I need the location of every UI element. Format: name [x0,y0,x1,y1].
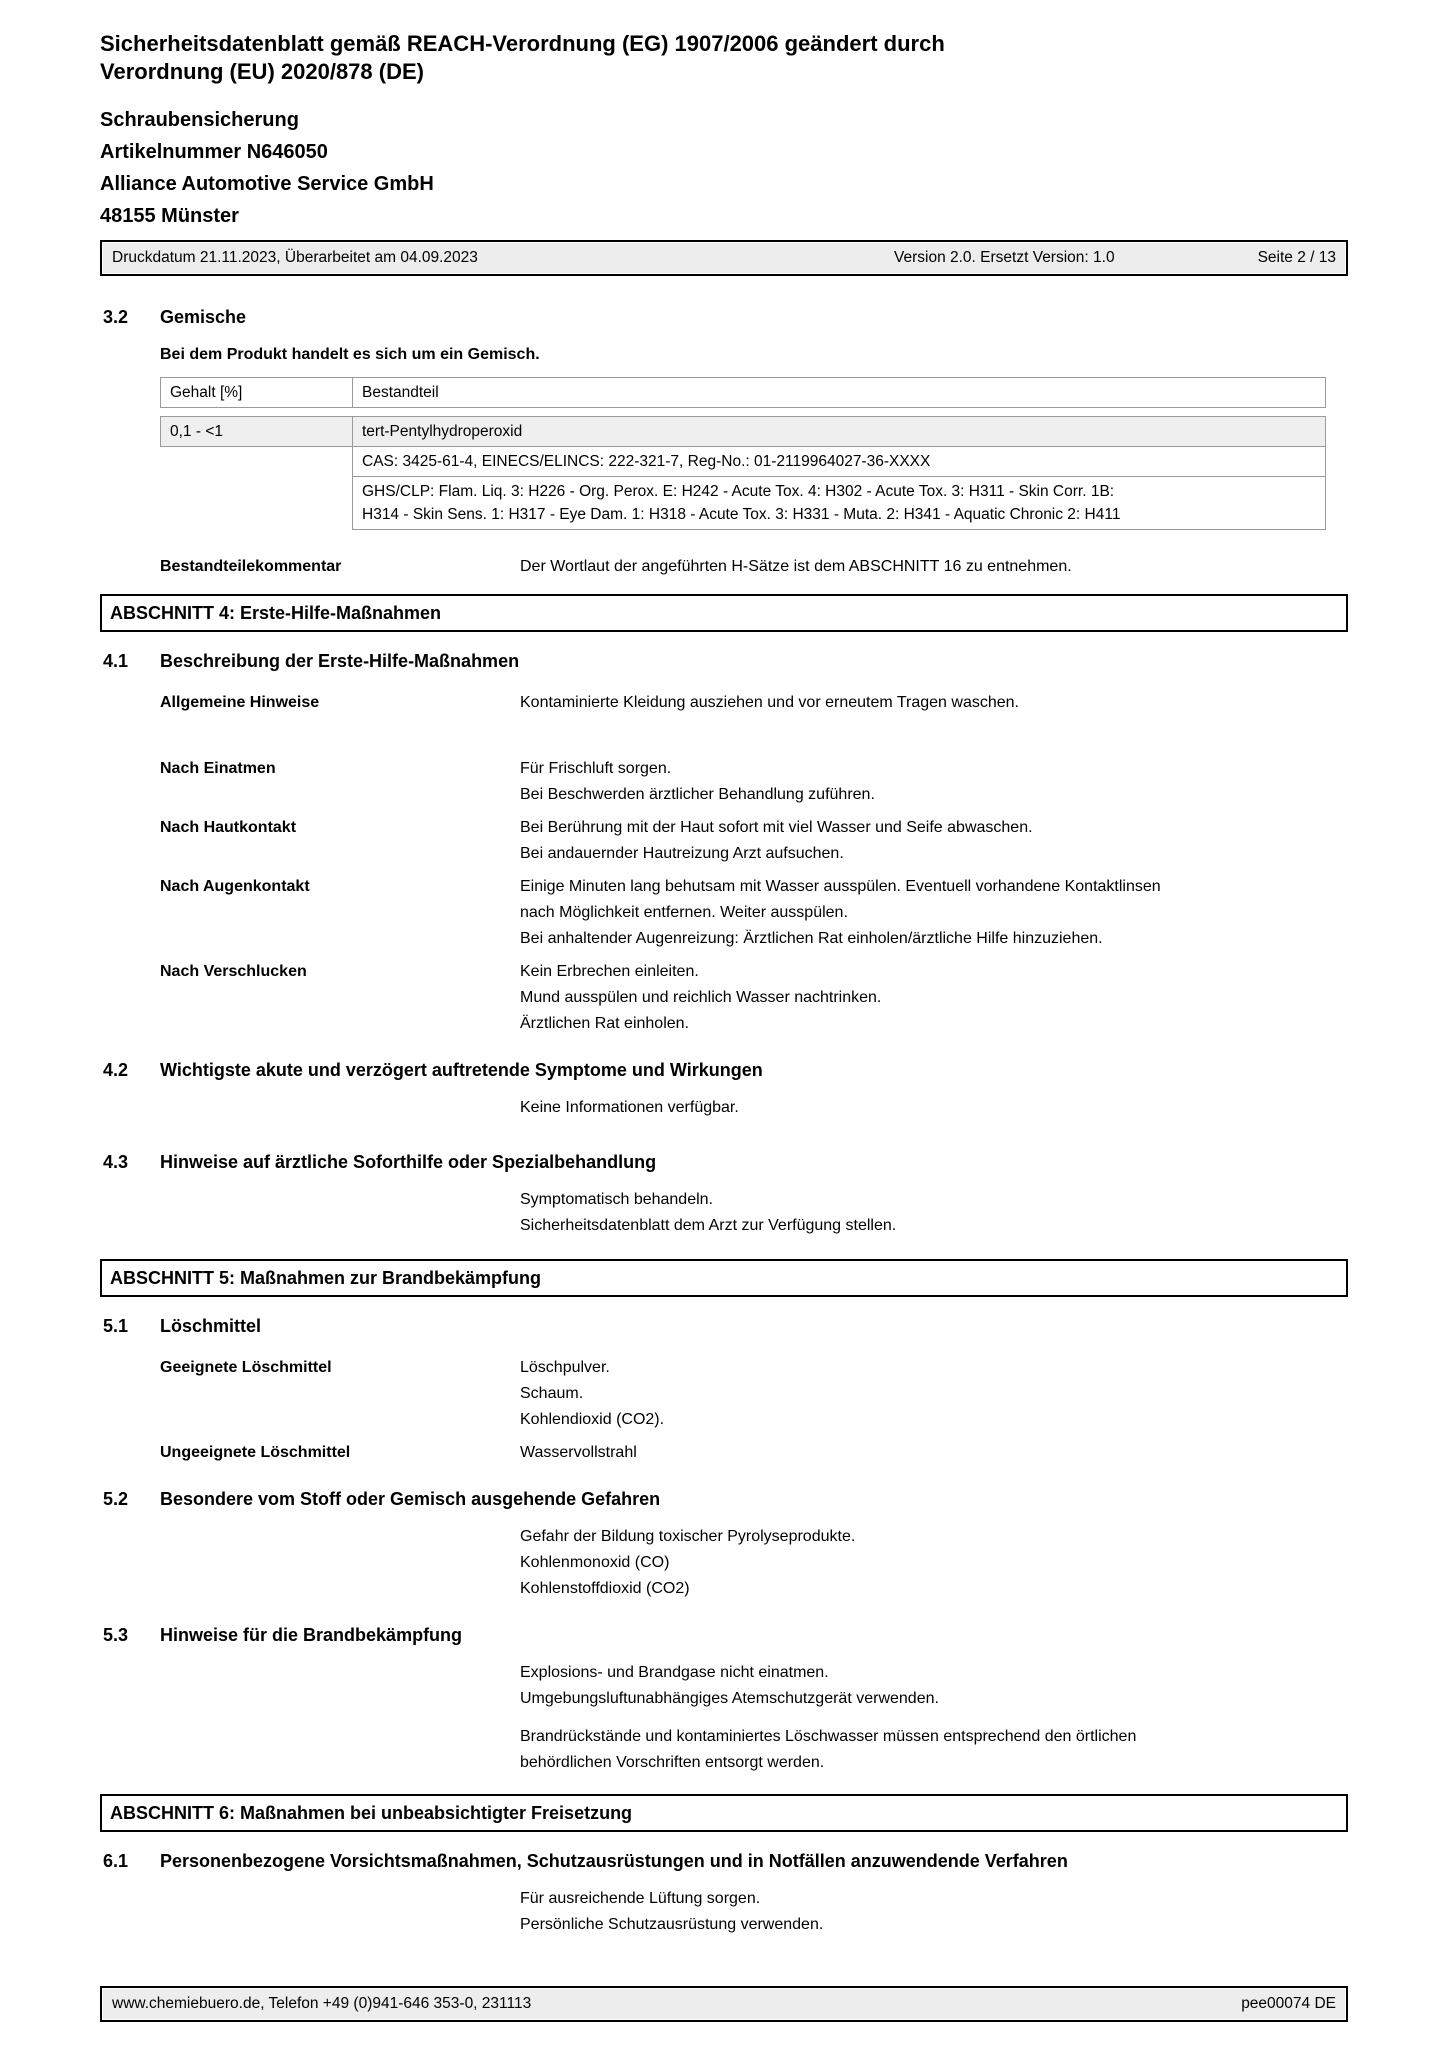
firstaid-ingestion-row [160,959,1348,1037]
field-value: Der Wortlaut der angeführten H-Sätze ist dem ABSCHNITT 16 zu entnehmen. [520,558,1072,575]
value-line: Einige Minuten lang behutsam mit Wasser ausspülen. Eventuell vorhandene Kontaktlinsen [520,878,1161,895]
section-4-2-heading [100,1057,1348,1083]
field-label: Nach Verschlucken [160,963,307,980]
section-number: 6.1 [103,1851,129,1871]
value-line: Brandrückstände und kontaminiertes Löschwasser müssen entsprechend den örtlichen [520,1728,1137,1745]
value-line: Löschpulver. [520,1359,610,1376]
component-name-cell: tert-Pentylhydroperoxid [353,417,1326,447]
unsuitable-extinguisher-row [160,1440,1348,1466]
section-number: 4.2 [103,1060,129,1080]
field-value [520,1440,1348,1466]
content-range-cell: 0,1 - <1 [161,417,353,447]
section-number: 4.3 [103,1152,129,1172]
value-line: Explosions- und Brandgase nicht einatmen. [520,1664,829,1681]
section-5-3-heading [100,1622,1348,1648]
cas-cell: CAS: 3425-61-4, EINECS/ELINCS: 222-321-7, Reg-No.: 01-2119964027-36-XXXX [353,447,1326,477]
section-4-3-text [520,1187,1348,1239]
section-5-2-text [520,1524,1348,1602]
section-5-2-heading [100,1486,1348,1512]
value-line: Gefahr der Bildung toxischer Pyrolyseprodukte. [520,1528,856,1545]
section-title: Gemische [160,307,247,327]
document-header [100,30,1348,228]
section-6-1-text [520,1886,1348,1938]
value-line: Bei anhaltender Augenreizung: Ärztlichen Rat einholen/ärztliche Hilfe hinzuziehen. [520,930,1103,947]
article-number: Artikelnummer N646050 [100,141,328,163]
ghs-row [161,477,1326,530]
meta-bar [100,240,1348,276]
field-value [520,959,1348,1037]
ghs-line-1: GHS/CLP: Flam. Liq. 3: H226 - Org. Perox. E: H242 - Acute Tox. 4: H302 - Acute Tox. 3: H311 - Skin Corr. 1B: [362,483,1115,500]
section-title: Hinweise für die Brandbekämpfung [160,1625,463,1645]
value-line: Kohlenstoffdioxid (CO2) [520,1580,690,1597]
col-header-bestandteil: Bestandteil [353,378,1326,408]
field-value [520,815,1348,867]
product-name: Schraubensicherung [100,109,299,131]
value-line: Kein Erbrechen einleiten. [520,963,699,980]
ghs-cell [353,477,1326,530]
footer-contact: www.chemiebuero.de, Telefon +49 (0)941-646 353-0, 231113 [112,1995,532,2012]
ghs-line-2: H314 - Skin Sens. 1: H317 - Eye Dam. 1: H318 - Acute Tox. 3: H331 - Muta. 2: H341 - Aquatic Chronic 2: H411 [362,506,1121,523]
value-line: Schaum. [520,1385,584,1402]
value-line: Umgebungsluftunabhängiges Atemschutzgerät verwenden. [520,1690,939,1707]
value-line: Kohlenmonoxid (CO) [520,1554,670,1571]
field-value [520,1355,1348,1433]
value-line: Für ausreichende Lüftung sorgen. [520,1890,761,1907]
value-line: nach Möglichkeit entfernen. Weiter ausspülen. [520,904,848,921]
col-header-gehalt: Gehalt [%] [161,378,353,408]
ingredient-table-header [160,377,1326,408]
section-4-2-text [520,1095,1348,1121]
field-label: Ungeeignete Löschmittel [160,1444,351,1461]
value-line: Bei Beschwerden ärztlicher Behandlung zuführen. [520,786,875,803]
section-number: 4.1 [103,651,129,671]
empty-cell [161,477,353,530]
section-4-bar: ABSCHNITT 4: Erste-Hilfe-Maßnahmen [100,594,1348,632]
section-3-2-heading [100,304,1348,330]
section-number: 3.2 [103,307,129,327]
field-value [520,756,1348,808]
page-title-line-1: Sicherheitsdatenblatt gemäß REACH-Verordnung (EG) 1907/2006 geändert durch [100,31,945,56]
section-6-1-heading [100,1848,1348,1874]
section-4-3-heading [100,1149,1348,1175]
section-title: Besondere vom Stoff oder Gemisch ausgehende Gefahren [160,1489,661,1509]
footer-bar [100,1986,1348,2022]
section-title: Hinweise auf ärztliche Soforthilfe oder Spezialbehandlung [160,1152,657,1172]
component-comment-row [160,554,1348,580]
firstaid-inhalation-row [160,756,1348,808]
value-line: Bei andauernder Hautreizung Arzt aufsuchen. [520,845,844,862]
section-6-bar: ABSCHNITT 6: Maßnahmen bei unbeabsichtigter Freisetzung [100,1794,1348,1832]
page-title-line-2: Verordnung (EU) 2020/878 (DE) [100,59,424,84]
value-line: Sicherheitsdatenblatt dem Arzt zur Verfügung stellen. [520,1217,897,1234]
value-line: Mund ausspülen und reichlich Wasser nachtrinken. [520,989,882,1006]
table-gap [100,408,1348,416]
firstaid-eye-row [160,874,1348,952]
value-line: Kontaminierte Kleidung ausziehen und vor erneutem Tragen waschen. [520,694,1019,711]
value-line: Persönliche Schutzausrüstung verwenden. [520,1916,824,1933]
section-5-3-text-1 [520,1660,1348,1712]
section-title: Wichtigste akute und verzögert auftretende Symptome und Wirkungen [160,1060,763,1080]
section-5-1-heading [100,1313,1348,1339]
field-label: Nach Hautkontakt [160,819,297,836]
field-value [520,874,1348,952]
cas-row [161,447,1326,477]
table-header-row [161,378,1326,408]
ingredient-table-body [160,416,1326,530]
section-number: 5.1 [103,1316,129,1336]
section-title: Löschmittel [160,1316,262,1336]
value-line: Bei Berührung mit der Haut sofort mit viel Wasser und Seife abwaschen. [520,819,1033,836]
section-number: 5.3 [103,1625,129,1645]
footer-document-code: pee00074 DE [1241,1995,1336,2012]
field-label: Nach Augenkontakt [160,878,310,895]
version-info: Version 2.0. Ersetzt Version: 1.0 [894,249,1115,266]
section-title: Beschreibung der Erste-Hilfe-Maßnahmen [160,651,520,671]
value-line: Symptomatisch behandeln. [520,1191,713,1208]
print-date: Druckdatum 21.11.2023, Überarbeitet am 04.09.2023 [112,249,478,266]
section-number: 5.2 [103,1489,129,1509]
section-5-bar: ABSCHNITT 5: Maßnahmen zur Brandbekämpfung [100,1259,1348,1297]
firstaid-general-row [160,690,1348,716]
field-label: Allgemeine Hinweise [160,694,320,711]
field-label: Geeignete Löschmittel [160,1359,332,1376]
mixture-intro: Bei dem Produkt handelt es sich um ein Gemisch. [160,346,540,363]
value-line: Kohlendioxid (CO2). [520,1411,665,1428]
section-4-1-heading [100,648,1348,674]
field-label: Nach Einatmen [160,760,276,777]
page-number: Seite 2 / 13 [1257,249,1336,266]
value-line: Für Frischluft sorgen. [520,760,672,777]
value-line: Wasservollstrahl [520,1444,637,1461]
field-value [520,690,1348,716]
section-title: Personenbezogene Vorsichtsmaßnahmen, Schutzausrüstungen und in Notfällen anzuwendende Verfahren [160,1851,1068,1871]
firstaid-skin-row [160,815,1348,867]
company-city: 48155 Münster [100,205,239,227]
field-label: Bestandteilekommentar [160,558,342,575]
suitable-extinguisher-row [160,1355,1348,1433]
ingredient-row [161,417,1326,447]
value-line: Ärztlichen Rat einholen. [520,1015,689,1032]
company-name: Alliance Automotive Service GmbH [100,173,434,195]
value-line: Keine Informationen verfügbar. [520,1099,739,1116]
empty-cell [161,447,353,477]
section-5-3-text-2 [520,1724,1348,1776]
value-line: behördlichen Vorschriften entsorgt werden. [520,1754,825,1771]
